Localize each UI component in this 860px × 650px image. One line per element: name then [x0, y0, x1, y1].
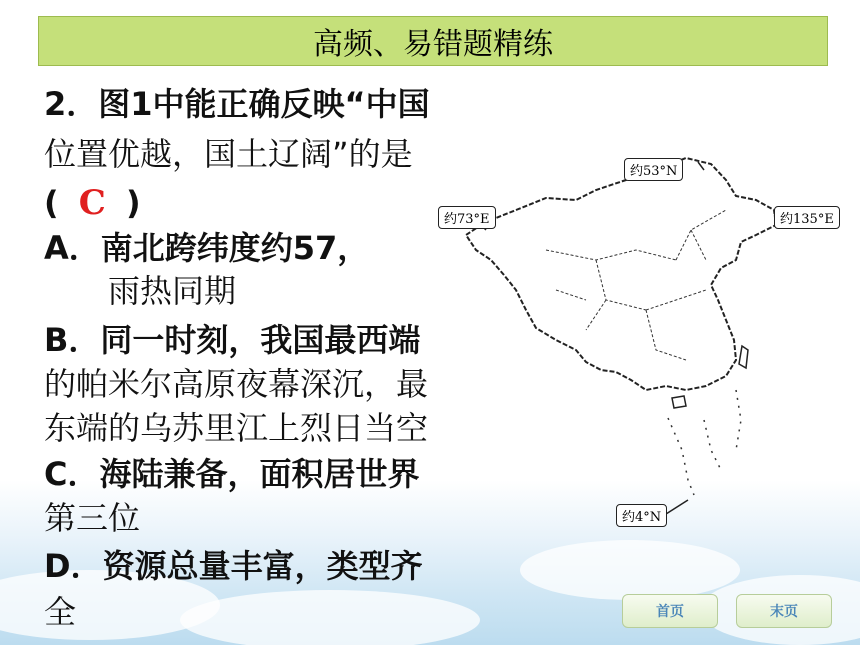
china-border-outline: [466, 158, 776, 390]
slide-title: 高频、易错题精练: [313, 27, 553, 62]
last-page-label: 末页: [770, 604, 798, 620]
option-c-line-2: 第三位: [44, 499, 141, 537]
slide-title-banner: [38, 16, 828, 66]
first-page-label: 首页: [656, 604, 684, 620]
latitude-south-label: 约4°N: [616, 504, 667, 527]
option-c-line-1: C．海陆兼备，面积居世界: [44, 455, 420, 493]
answer-letter: C: [78, 183, 106, 223]
first-page-button[interactable]: [622, 594, 718, 628]
paren-close: ): [126, 184, 141, 222]
paren-open: (: [44, 184, 59, 222]
cloud-decoration: [520, 540, 740, 600]
longitude-west-label: 约73°E: [438, 206, 496, 229]
option-b-line-1: B．同一时刻，我国最西端: [44, 321, 421, 359]
option-d-line-1: D．资源总量丰富，类型齐: [44, 547, 423, 585]
hainan-island: [672, 396, 686, 408]
question-line-1: 2．图1中能正确反映“中国: [44, 85, 430, 123]
map-pointer-south: [666, 500, 688, 514]
province-borders: [546, 210, 726, 360]
question-line-2: 位置优越，国土辽阔”的是: [44, 135, 413, 173]
last-page-button[interactable]: [736, 594, 832, 628]
option-a-line-2: 雨热同期: [108, 272, 237, 310]
taiwan-island: [739, 346, 748, 368]
option-d-line-2: 全: [44, 593, 77, 631]
south-china-sea-dotted: [668, 390, 741, 495]
longitude-east-label: 约135°E: [774, 206, 840, 229]
map-pointer-north: [698, 162, 704, 170]
option-b-line-2: 的帕米尔高原夜幕深沉，最: [44, 365, 429, 403]
latitude-north-label: 约53°N: [624, 158, 683, 181]
option-a-line-1: A．南北跨纬度约57，: [44, 229, 370, 267]
option-b-line-3: 东端的乌苏里江上烈日当空: [44, 409, 429, 447]
china-map: [436, 150, 846, 530]
